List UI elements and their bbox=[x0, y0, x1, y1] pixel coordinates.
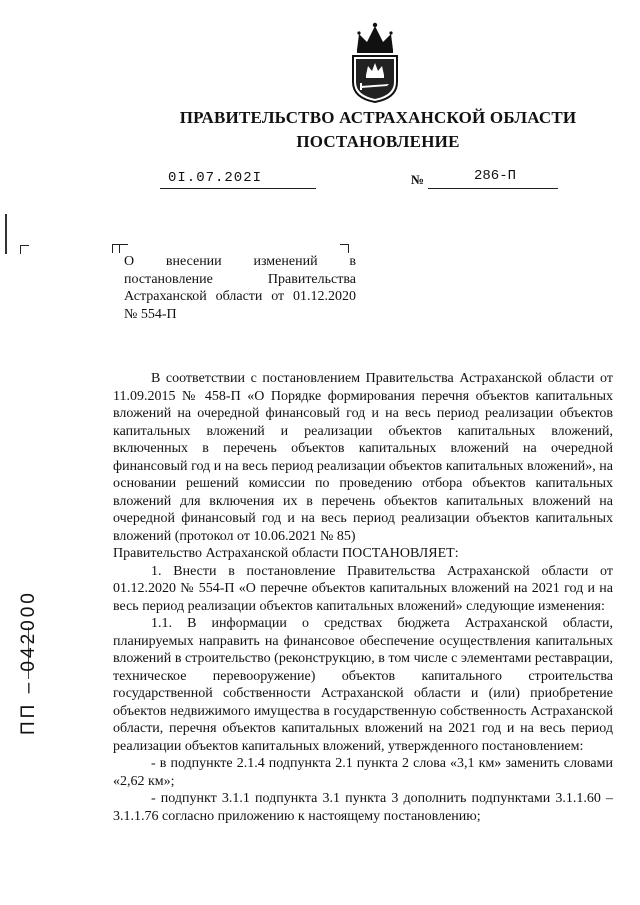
document-date: 0I.07.202I bbox=[168, 170, 263, 186]
paragraph-change-2: - подпункт 3.1.1 подпункта 3.1 пункта 3 дополнить подпунктами 3.1.1.60 – 3.1.1.76 согласно приложению к настоящему постановлению; bbox=[113, 791, 613, 824]
corner-mark-subject-right bbox=[340, 244, 349, 253]
document-type-title: ПОСТАНОВЛЕНИЕ bbox=[296, 132, 460, 151]
paragraph-preamble: В соответствии с постановлением Правительства Астраханской области от 11.09.2015 № 458-П «О Порядке формирования перечня объектов капитальных вложений на очередной финансовый год и на весь период реализации объектов капитальных вложений и реализации объектов капитальных вложений, включенных в перечень объектов капитальных вложений на очередной финансовый год и на весь период реализации объектов капитальных вложений», на основании решений комиссии по проведению отбора объектов капитальных вложений для включения их в перечень объектов капитальных вложений на очередной финансовый год и на весь период реализации объектов капитальных вложений (протокол от 10.06.2021 № 85) bbox=[113, 371, 613, 544]
corner-mark-left bbox=[20, 245, 29, 254]
document-body bbox=[113, 370, 613, 825]
government-title: ПРАВИТЕЛЬСТВО АСТРАХАНСКОЙ ОБЛАСТИ bbox=[179, 108, 577, 127]
paragraph-item-1-1: 1.1. В информации о средствах бюджета Астраханской области, планируемых направить на финансовое обеспечение осуществления капитальных вложений в строительство (реконструкцию, в том числе с элементами реставрации, техническое перевооружение) объектов капитального строительства государственной собственности Астраханской области и (или) приобретение объектов недвижимого имущества в государственную собственность Астраханской области, перечня объектов капитальных вложений на 2021 год и на весь период реализации объектов капитальных вложений, утвержденного постановлением: bbox=[113, 616, 613, 754]
coat-of-arms-emblem bbox=[343, 20, 407, 104]
corner-mark-subject-2 bbox=[119, 244, 128, 253]
serial-number-stamp: ПП – 042000 bbox=[18, 590, 39, 735]
paragraph-change-1: - в подпункте 2.1.4 подпункта 2.1 пункта 2 слова «3,1 км» заменить словами «2,62 км»; bbox=[113, 756, 613, 789]
document-number: 286-П bbox=[474, 168, 517, 184]
margin-mark bbox=[5, 214, 7, 254]
paragraph-item-1: 1. Внести в постановление Правительства Астраханской области от 01.12.2020 № 554-П «О перечне объектов капитальных вложений на 2021 год и на весь период реализации объектов капитальных вложений» следующие изменения: bbox=[113, 563, 613, 614]
paragraph-resolves: Правительство Астраханской области ПОСТАНОВЛЯЕТ: bbox=[113, 546, 459, 561]
number-sign: № bbox=[411, 172, 425, 187]
document-subject: О внесении изменений в постановление Правительства Астраханской области от 01.12.2020 № 554-П bbox=[124, 254, 356, 323]
